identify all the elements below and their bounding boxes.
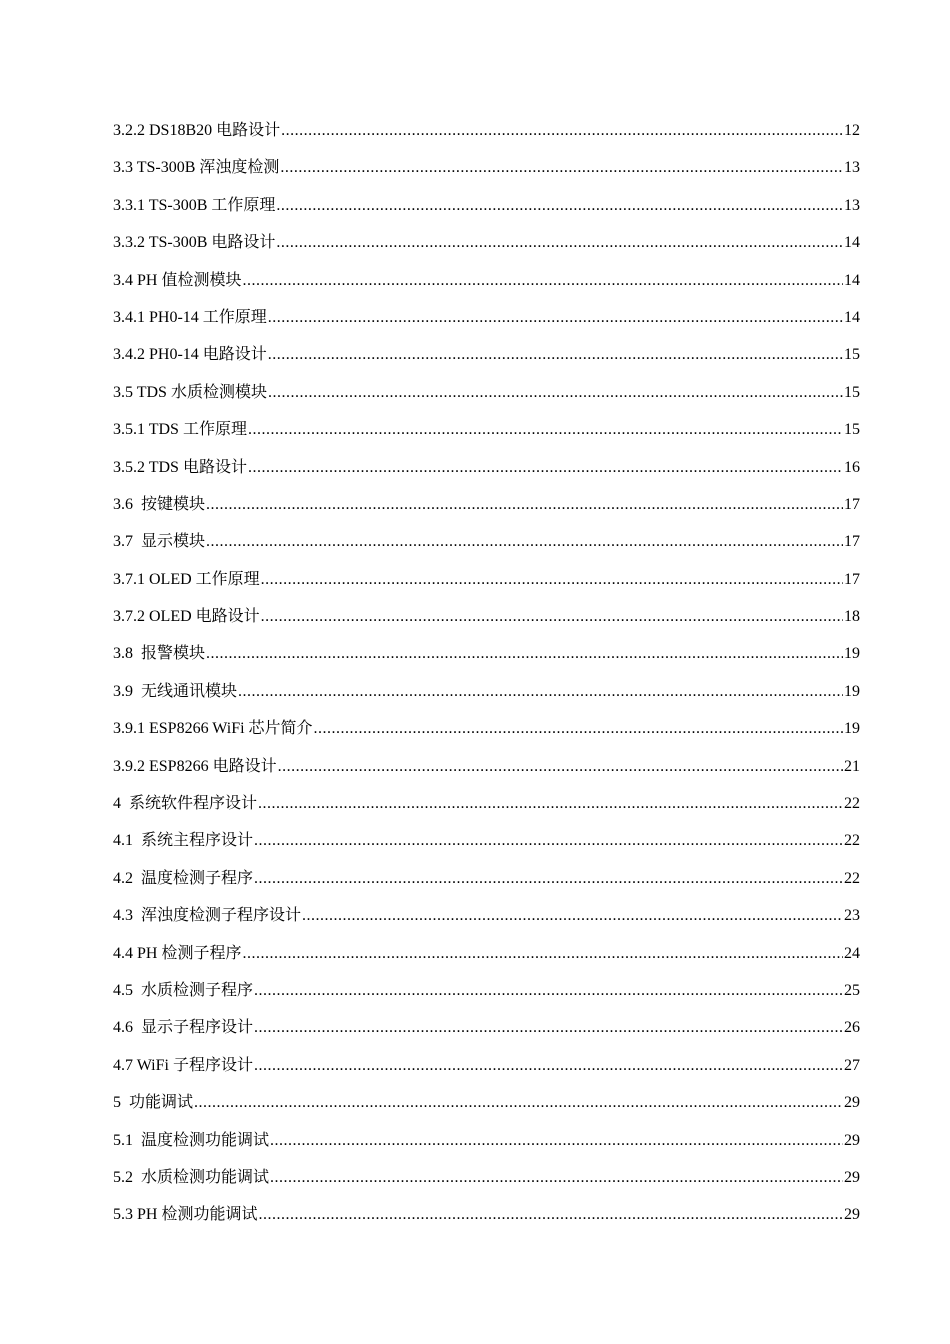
toc-dot-leader — [248, 457, 843, 479]
toc-entry-title: 4 系统软件程序设计 — [113, 795, 258, 813]
toc-entry-title: 3.8 报警模块 — [113, 645, 206, 663]
toc-dot-leader — [268, 344, 843, 366]
toc-dot-leader — [248, 419, 843, 441]
toc-entry-page: 13 — [844, 196, 860, 214]
toc-entry-title: 3.3 TS-300B 浑浊度检测 — [113, 159, 280, 177]
toc-entry-title: 3.6 按键模块 — [113, 495, 206, 513]
toc-entry-title: 4.5 水质检测子程序 — [113, 981, 254, 999]
toc-entry-page: 15 — [844, 383, 860, 401]
toc-entry-title: 3.5.2 TDS 电路设计 — [113, 458, 247, 476]
toc-entry[interactable] — [113, 120, 860, 157]
toc-entry[interactable] — [113, 1130, 860, 1167]
toc-dot-leader — [242, 270, 843, 292]
toc-entry[interactable] — [113, 943, 860, 980]
toc-entry[interactable] — [113, 868, 860, 905]
toc-entry-page: 25 — [844, 981, 860, 999]
toc-entry-title: 3.4 PH 值检测模块 — [113, 271, 242, 289]
toc-dot-leader — [206, 531, 843, 553]
toc-entry-page: 17 — [844, 533, 860, 551]
toc-entry-page: 22 — [844, 795, 860, 813]
toc-dot-leader — [276, 195, 843, 217]
toc-entry-title: 5 功能调试 — [113, 1094, 194, 1112]
toc-entry-title: 3.7 显示模块 — [113, 533, 206, 551]
toc-entry[interactable] — [113, 905, 860, 942]
toc-entry-title: 3.2.2 DS18B20 电路设计 — [113, 122, 281, 139]
table-of-contents — [113, 120, 860, 1242]
toc-entry[interactable] — [113, 307, 860, 344]
toc-entry-title: 3.3.1 TS-300B 工作原理 — [113, 196, 276, 214]
toc-entry-title: 4.2 温度检测子程序 — [113, 869, 254, 887]
toc-entry-page: 19 — [844, 645, 860, 663]
toc-dot-leader — [268, 307, 843, 329]
toc-entry-page: 29 — [844, 1094, 860, 1112]
toc-entry-page: 12 — [844, 122, 860, 139]
toc-entry-page: 22 — [844, 869, 860, 887]
toc-dot-leader — [254, 1055, 843, 1077]
toc-entry-page: 23 — [844, 907, 860, 925]
toc-entry[interactable] — [113, 1167, 860, 1204]
toc-dot-leader — [278, 756, 843, 778]
toc-entry-title: 3.4.1 PH0-14 工作原理 — [113, 308, 267, 326]
toc-entry-page: 27 — [844, 1056, 860, 1074]
toc-entry-title: 3.9.2 ESP8266 电路设计 — [113, 757, 277, 775]
toc-entry-page: 14 — [844, 234, 860, 252]
toc-dot-leader — [270, 1167, 843, 1189]
toc-dot-leader — [261, 606, 843, 628]
toc-entry-title: 5.2 水质检测功能调试 — [113, 1168, 270, 1186]
toc-entry[interactable] — [113, 830, 860, 867]
toc-entry-page: 15 — [844, 346, 860, 364]
toc-entry-title: 3.5.1 TDS 工作原理 — [113, 421, 247, 439]
toc-entry-page: 17 — [844, 570, 860, 588]
toc-entry[interactable] — [113, 1092, 860, 1129]
toc-entry[interactable] — [113, 1055, 860, 1092]
toc-dot-leader — [254, 980, 843, 1002]
toc-entry-title: 3.7.1 OLED 工作原理 — [113, 570, 260, 588]
toc-entry-page: 16 — [844, 458, 860, 476]
toc-dot-leader — [258, 1204, 843, 1226]
toc-dot-leader — [261, 569, 843, 591]
toc-entry-page: 24 — [844, 944, 860, 962]
toc-dot-leader — [238, 681, 843, 703]
toc-entry[interactable] — [113, 718, 860, 755]
toc-entry-title: 3.9 无线通讯模块 — [113, 682, 238, 700]
toc-entry-title: 4.1 系统主程序设计 — [113, 832, 254, 850]
toc-entry[interactable] — [113, 793, 860, 830]
toc-entry-page: 14 — [844, 308, 860, 326]
toc-entry-page: 29 — [844, 1131, 860, 1149]
toc-entry[interactable] — [113, 756, 860, 793]
toc-dot-leader — [206, 643, 843, 665]
toc-entry[interactable] — [113, 643, 860, 680]
toc-entry-title: 3.5 TDS 水质检测模块 — [113, 383, 267, 401]
toc-entry-title: 5.1 温度检测功能调试 — [113, 1131, 270, 1149]
toc-entry-page: 21 — [844, 757, 860, 775]
toc-entry-page: 13 — [844, 159, 860, 177]
toc-entry-title: 3.3.2 TS-300B 电路设计 — [113, 234, 276, 252]
toc-dot-leader — [268, 382, 843, 404]
toc-entry-page: 19 — [844, 682, 860, 700]
toc-entry-title: 4.6 显示子程序设计 — [113, 1019, 254, 1037]
toc-entry-title: 4.3 浑浊度检测子程序设计 — [113, 907, 302, 925]
toc-entry[interactable] — [113, 195, 860, 232]
toc-entry-page: 22 — [844, 832, 860, 850]
toc-dot-leader — [242, 943, 843, 965]
toc-entry-page: 18 — [844, 608, 860, 626]
toc-entry-page: 29 — [844, 1206, 860, 1224]
toc-entry-title: 4.7 WiFi 子程序设计 — [113, 1056, 253, 1074]
toc-entry-title: 3.4.2 PH0-14 电路设计 — [113, 346, 267, 364]
toc-dot-leader — [302, 905, 843, 927]
toc-entry-title: 4.4 PH 检测子程序 — [113, 944, 242, 962]
toc-entry[interactable] — [113, 419, 860, 456]
toc-dot-leader — [314, 718, 843, 740]
toc-dot-leader — [206, 494, 843, 516]
toc-entry-page: 26 — [844, 1019, 860, 1037]
toc-dot-leader — [254, 1017, 843, 1039]
toc-entry[interactable] — [113, 382, 860, 419]
toc-dot-leader — [194, 1092, 843, 1114]
toc-dot-leader — [254, 830, 843, 852]
toc-entry[interactable] — [113, 157, 860, 194]
toc-dot-leader — [254, 868, 843, 890]
toc-entry[interactable] — [113, 606, 860, 643]
toc-entry[interactable] — [113, 344, 860, 381]
toc-dot-leader — [258, 793, 843, 815]
toc-entry[interactable] — [113, 569, 860, 606]
toc-entry[interactable] — [113, 681, 860, 718]
toc-entry-page: 15 — [844, 421, 860, 439]
toc-entry[interactable] — [113, 457, 860, 494]
toc-entry-page: 14 — [844, 271, 860, 289]
toc-entry[interactable] — [113, 232, 860, 269]
toc-entry[interactable] — [113, 1204, 860, 1241]
toc-entry-page: 17 — [844, 495, 860, 513]
toc-entry[interactable] — [113, 980, 860, 1017]
toc-dot-leader — [276, 232, 843, 254]
toc-entry[interactable] — [113, 494, 860, 531]
toc-entry-page: 29 — [844, 1168, 860, 1186]
toc-dot-leader — [280, 157, 843, 179]
toc-entry-title: 3.9.1 ESP8266 WiFi 芯片简介 — [113, 720, 313, 738]
toc-entry-title: 5.3 PH 检测功能调试 — [113, 1206, 258, 1224]
toc-entry[interactable] — [113, 531, 860, 568]
toc-entry[interactable] — [113, 270, 860, 307]
toc-entry[interactable] — [113, 1017, 860, 1054]
toc-dot-leader — [270, 1130, 843, 1152]
toc-dot-leader — [281, 120, 843, 142]
toc-entry-page: 19 — [844, 720, 860, 738]
toc-entry-title: 3.7.2 OLED 电路设计 — [113, 608, 260, 626]
